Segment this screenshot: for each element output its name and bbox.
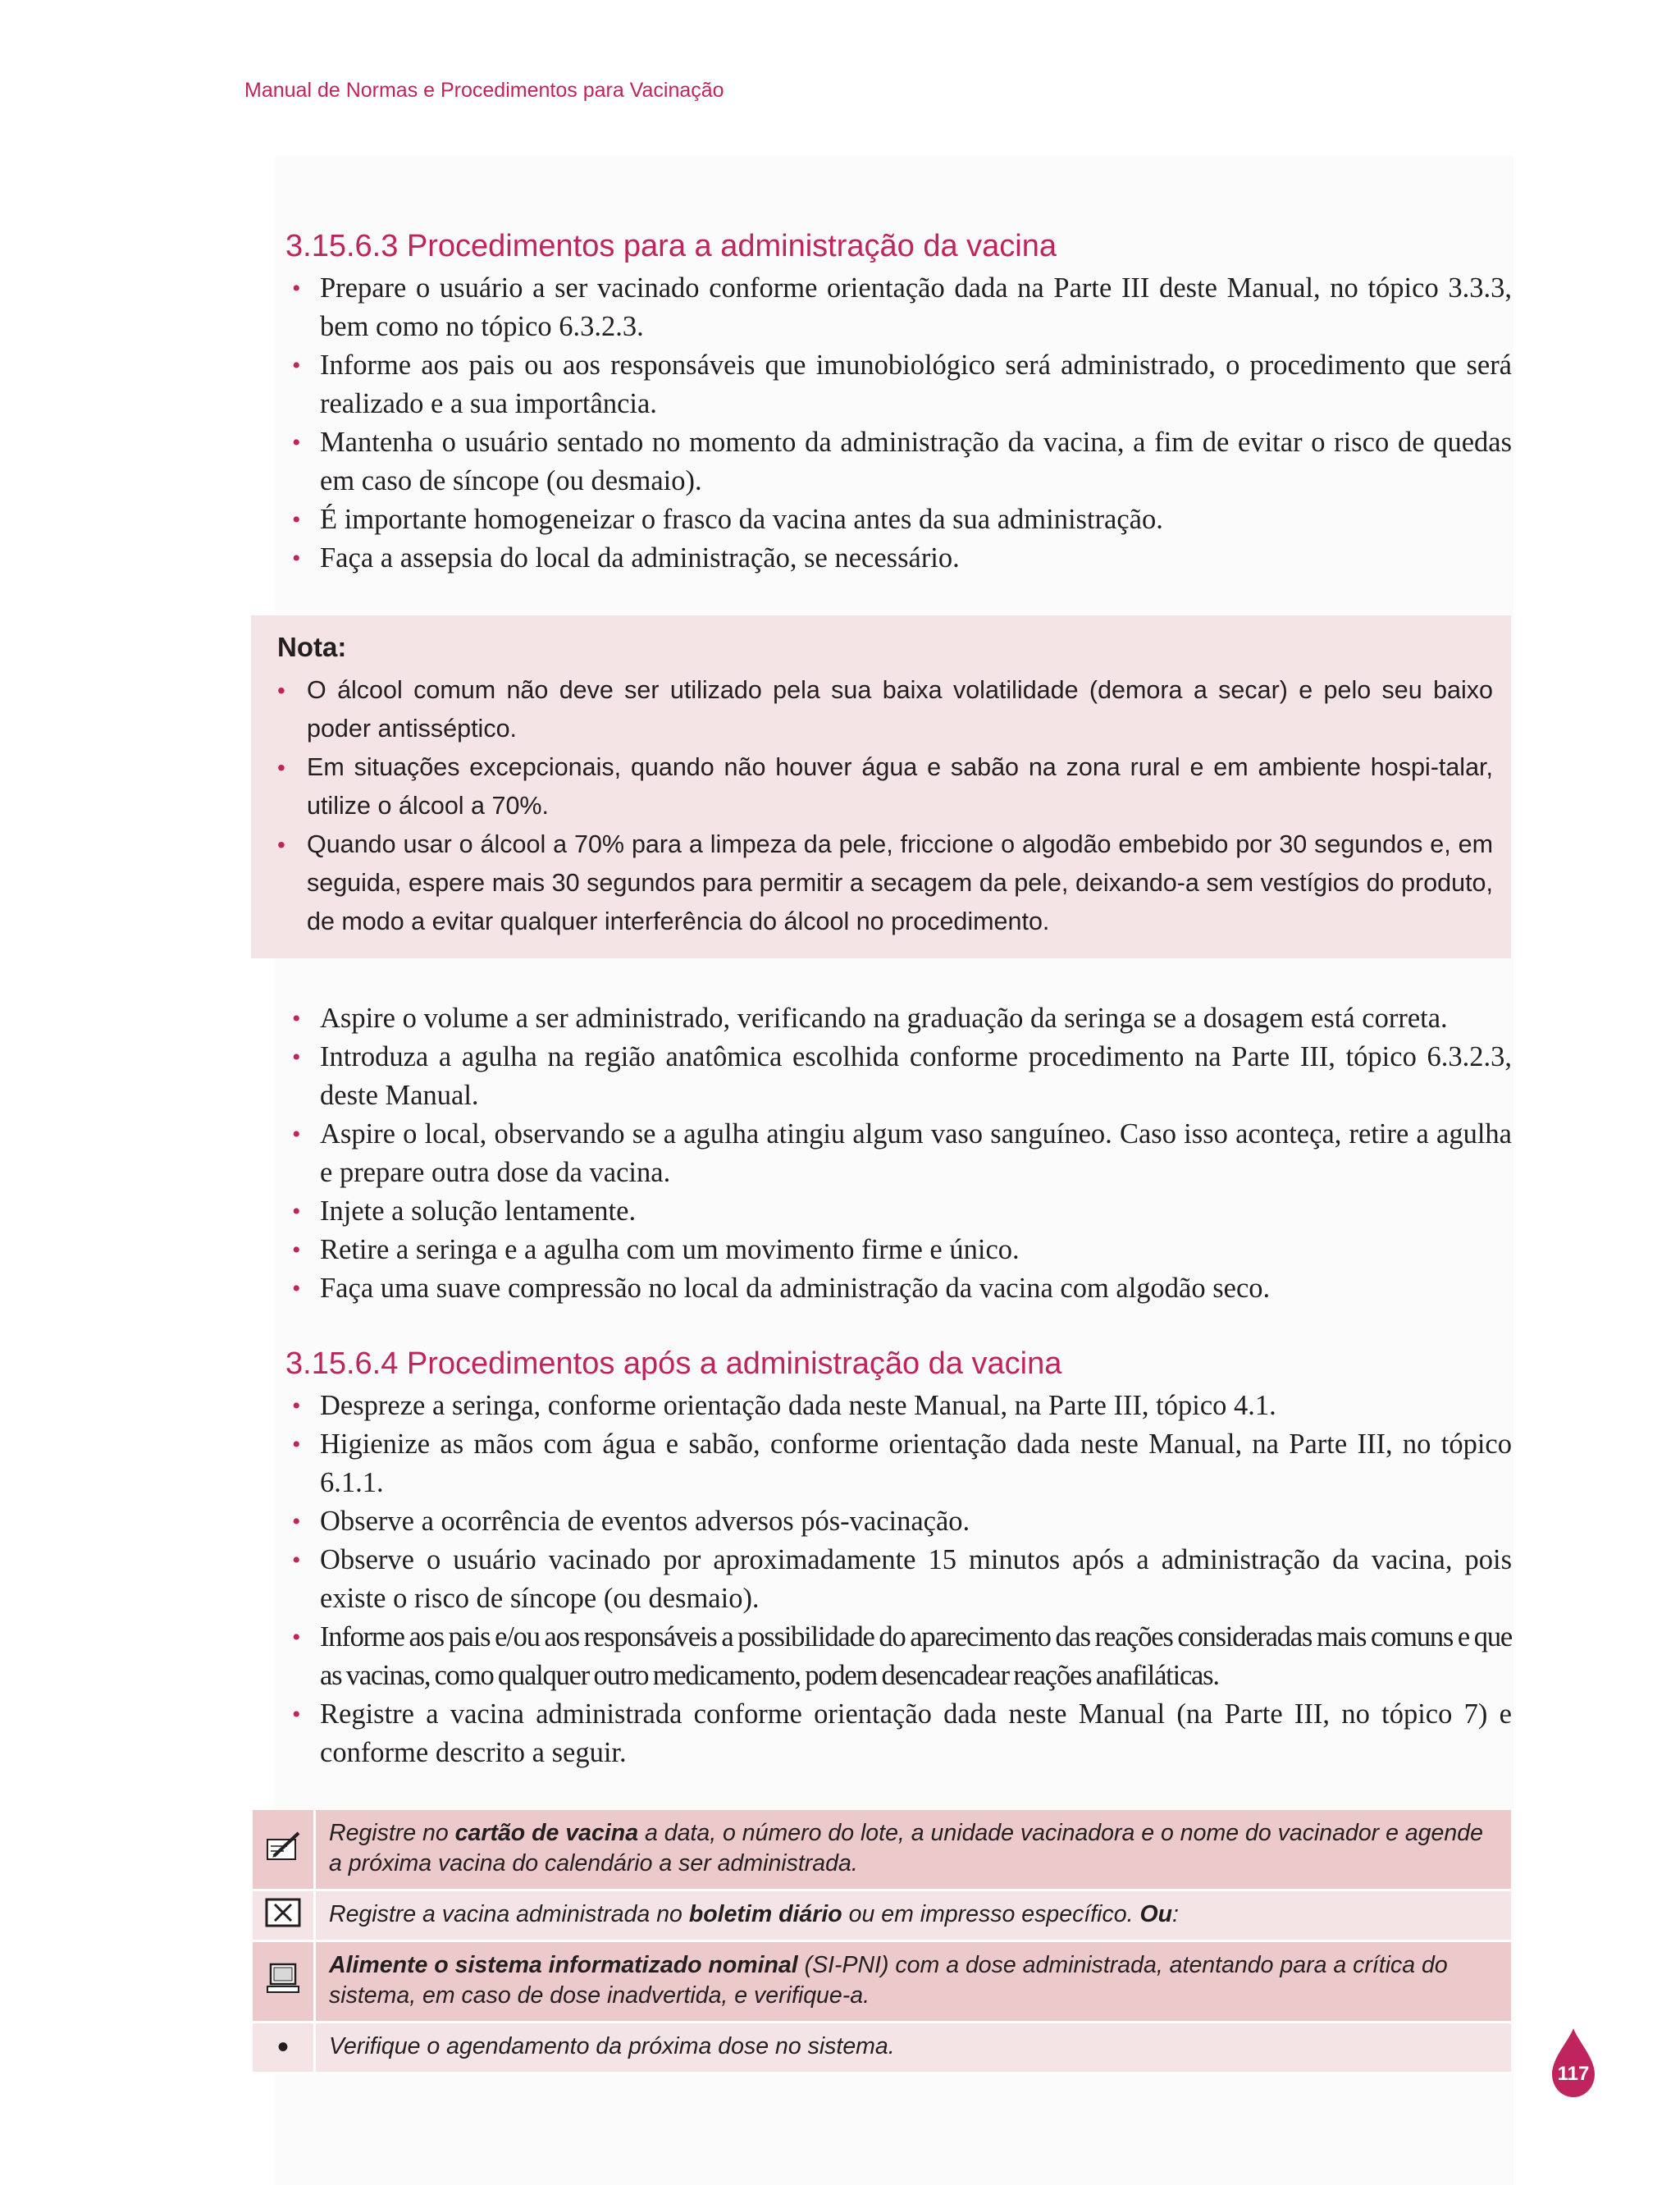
bullet-icon: • bbox=[292, 506, 301, 533]
procedure-list bbox=[285, 269, 1512, 578]
registration-table bbox=[253, 1810, 1511, 2074]
page-number-badge bbox=[1549, 2027, 1598, 2100]
table-row bbox=[253, 1810, 1511, 1890]
list-item: • Introduza a agulha na região anatômica escolhida conforme procedimento na Parte III, tópico 6.3.2.3, deste Manual. bbox=[285, 1038, 1512, 1115]
bullet-icon: • bbox=[292, 1275, 301, 1302]
table-row bbox=[253, 1941, 1511, 2023]
list-item: • Faça a assepsia do local da administração, se necessário. bbox=[285, 539, 1512, 578]
bullet-icon: • bbox=[292, 1236, 301, 1264]
bullet-icon: • bbox=[292, 1392, 301, 1419]
bullet-icon: • bbox=[292, 1508, 301, 1535]
list-item: • É importante homogeneizar o frasco da vacina antes da sua administração. bbox=[285, 501, 1512, 539]
bullet-icon: • bbox=[292, 352, 301, 379]
list-item: • Em situações excepcionais, quando não houver água e sabão na zona rural e em ambiente hospi-talar, utilize o álcool a 70%. bbox=[274, 748, 1493, 825]
pen-writing-icon bbox=[253, 1810, 315, 1890]
table-cell: Registre a vacina administrada no boletim diário ou em impresso específico. Ou: bbox=[315, 1890, 1512, 1941]
section-administration-continued bbox=[285, 999, 1512, 1308]
list-item: • Despreze a seringa, conforme orientação dada neste Manual, na Parte III, tópico 4.1. bbox=[285, 1387, 1512, 1425]
table-cell: Alimente o sistema informatizado nominal (SI-PNI) com a dose administrada, atentando para a crítica do sistema, em caso de dose inadvertida, e verifique-a. bbox=[315, 1941, 1512, 2023]
list-item: • Faça uma suave compressão no local da administração da vacina com algodão seco. bbox=[285, 1269, 1512, 1308]
section-after-administration bbox=[285, 1344, 1512, 1772]
bullet-icon: • bbox=[292, 545, 301, 572]
bullet-icon: • bbox=[253, 2023, 315, 2073]
bullet-icon: • bbox=[292, 429, 301, 456]
list-item: • Observe a ocorrência de eventos adversos pós-vacinação. bbox=[285, 1502, 1512, 1541]
procedure-list bbox=[285, 999, 1512, 1308]
bullet-icon: • bbox=[292, 1431, 301, 1458]
list-item: • Aspire o local, observando se a agulha atingiu algum vaso sanguíneo. Caso isso aconteça, retire a agulha e prepare outra dose da vacina. bbox=[285, 1115, 1512, 1192]
list-item: • Informe aos pais ou aos responsáveis que imunobiológico será administrado, o procedimento que será realizado e a sua importância. bbox=[285, 346, 1512, 423]
running-head: Manual de Normas e Procedimentos para Vacinação bbox=[244, 79, 724, 102]
note-title: Nota: bbox=[277, 632, 347, 662]
table-cell: Registre no cartão de vacina a data, o número do lote, a unidade vacinadora e o nome do vacinador e agende a próxima vacina do calendário a ser administrada. bbox=[315, 1810, 1512, 1890]
computer-monitor-icon bbox=[253, 1941, 315, 2023]
list-item: • Observe o usuário vacinado por aproximadamente 15 minutos após a administração da vacina, pois existe o risco de síncope (ou desmaio). bbox=[285, 1541, 1512, 1618]
list-item: • Injete a solução lentamente. bbox=[285, 1192, 1512, 1231]
section-title: 3.15.6.3 Procedimentos para a administração da vacina bbox=[285, 229, 1057, 263]
bullet-icon: • bbox=[292, 1121, 301, 1148]
procedure-list bbox=[285, 1387, 1512, 1772]
list-item: • Registre a vacina administrada conforme orientação dada neste Manual (na Parte III, no tópico 7) e conforme descrito a seguir. bbox=[285, 1695, 1512, 1772]
page-number: 117 bbox=[1557, 2063, 1590, 2085]
bullet-icon: • bbox=[292, 1624, 300, 1651]
list-item: • Prepare o usuário a ser vacinado conforme orientação dada na Parte III deste Manual, no tópico 3.3.3, bem como no tópico 6.3.2.3. bbox=[285, 269, 1512, 346]
table-row bbox=[253, 1890, 1511, 1941]
list-item: • Retire a seringa e a agulha com um movimento firme e único. bbox=[285, 1231, 1512, 1269]
note-box bbox=[251, 615, 1511, 958]
bullet-icon: • bbox=[292, 1044, 301, 1071]
bullet-icon: • bbox=[277, 832, 285, 857]
bullet-icon: • bbox=[292, 1701, 301, 1728]
note-list bbox=[274, 671, 1493, 941]
bullet-icon: • bbox=[277, 678, 285, 703]
list-item: • Informe aos pais e/ou aos responsáveis a possibilidade do aparecimento das reações consideradas mais comuns e que as vacinas, como qualquer outro medicamento, podem desencadear reações anafiláticas. bbox=[285, 1618, 1512, 1695]
list-item: • Aspire o volume a ser administrado, verificando na graduação da seringa se a dosagem está correta. bbox=[285, 999, 1512, 1038]
bullet-icon: • bbox=[292, 1198, 301, 1225]
list-item: • Higienize as mãos com água e sabão, conforme orientação dada neste Manual, na Parte III, no tópico 6.1.1. bbox=[285, 1425, 1512, 1502]
list-item: • O álcool comum não deve ser utilizado pela sua baixa volatilidade (demora a secar) e pelo seu baixo poder antisséptico. bbox=[274, 671, 1493, 748]
ballot-x-box-icon bbox=[253, 1890, 315, 1941]
bullet-icon: • bbox=[277, 755, 285, 780]
bullet-icon: • bbox=[292, 1547, 301, 1574]
table-cell: Verifique o agendamento da próxima dose no sistema. bbox=[315, 2023, 1512, 2073]
list-item: • Mantenha o usuário sentado no momento da administração da vacina, a fim de evitar o risco de quedas em caso de síncope (ou desmaio). bbox=[285, 423, 1512, 501]
bullet-icon: • bbox=[292, 1005, 301, 1032]
list-item: • Quando usar o álcool a 70% para a limpeza da pele, friccione o algodão embebido por 30 segundos e, em seguida, espere mais 30 segundos para permitir a secagem da pele, deixando-a sem vestígios do produto, de modo a evitar qualquer interferência do álcool no procedimento. bbox=[274, 825, 1493, 941]
section-administration bbox=[285, 226, 1512, 578]
bullet-icon: • bbox=[292, 275, 301, 302]
section-title: 3.15.6.4 Procedimentos após a administração da vacina bbox=[285, 1346, 1062, 1381]
table-row bbox=[253, 2023, 1511, 2073]
